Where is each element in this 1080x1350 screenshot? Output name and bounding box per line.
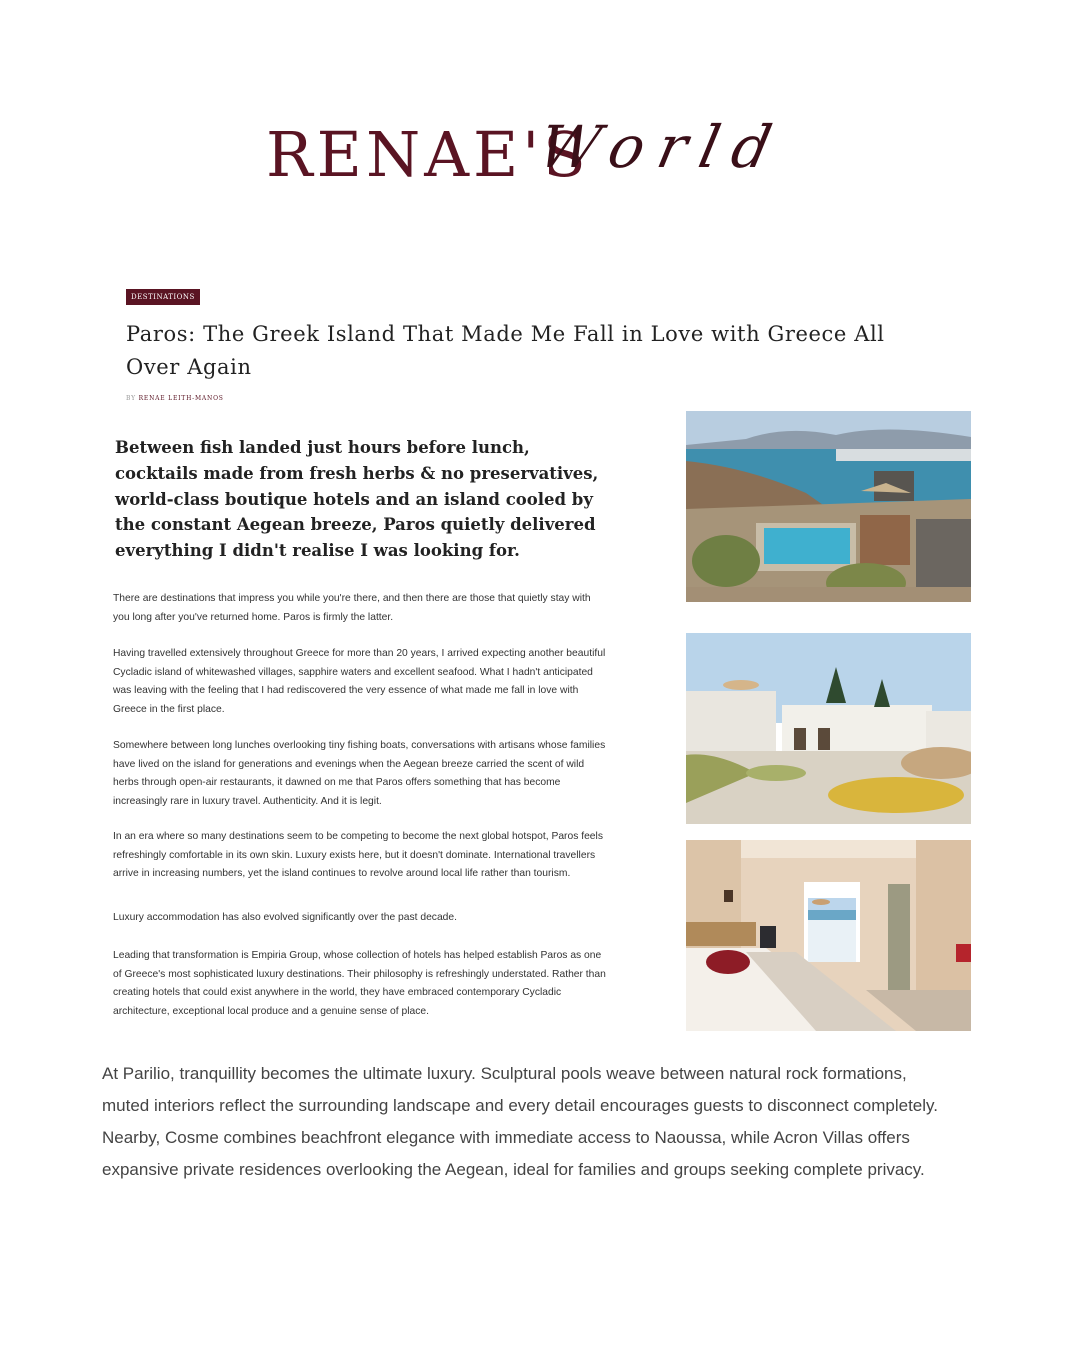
body-paragraph: Having travelled extensively throughout Greece for more than 20 years, I arrived expecting another beautiful Cycladic island of whitewashed villages, sapphire waters and excellent seafood. What I hadn't anticipated was leaving with the feeling that I had rediscovered the very essence of what made me fall in love with Greece in the first place. (113, 648, 606, 716)
site-logo[interactable] (262, 113, 822, 198)
body-paragraph: In an era where so many destinations seem to be competing to become the next global hotspot, Paros feels refreshingly comfortable in its own skin. Luxury exists here, but it doesn't dominate. International travellers arrive in increasing numbers, yet the island continues to revolve around local life rather than tourism. (113, 831, 603, 880)
body-paragraph: Luxury accommodation has also evolved significantly over the past decade. (113, 912, 457, 923)
logo-script: World (532, 113, 792, 181)
pool-sea-image (686, 411, 971, 602)
byline-prefix: BY (126, 395, 136, 402)
closing-paragraph: At Parilio, tranquillity becomes the ultimate luxury. Sculptural pools weave between natural rock formations, muted interiors reflect the surrounding landscape and every detail encourages guests to disconnect completely. Nearby, Cosme combines beachfront elegance with immediate access to Naoussa, while Acron Villas offers expansive private residences overlooking the Aegean, ideal for families and groups seeking complete privacy. (102, 1064, 938, 1179)
article-lede: Between fish landed just hours before lunch, cocktails made from fresh herbs & no preservatives, world-class boutique hotels and an island cooled by the constant Aegean breeze, Paros quietly delivered everything I didn't realise I was looking for. (115, 438, 599, 561)
pool-sea-photo (686, 411, 971, 602)
logo-wordmark: RENAE'S (266, 118, 590, 191)
body-paragraph: Leading that transformation is Empiria Group, whose collection of hotels has helped establish Paros as one of Greece's most sophisticated luxury destinations. Their philosophy is refreshingly understated. Rather than creating hotels that could exist anywhere in the world, they have embraced contemporary Cycladic architecture, exceptional local produce and a genuine sense of place. (113, 950, 606, 1018)
author-link[interactable]: RENAE LEITH-MANOS (138, 395, 224, 402)
category-badge[interactable]: DESTINATIONS (126, 289, 200, 305)
bedroom-photo (686, 840, 971, 1031)
bedroom-image (686, 840, 971, 1031)
cycladic-hotel-photo (686, 633, 971, 824)
article-title: Paros: The Greek Island That Made Me Fall in Love with Greece All Over Again (126, 322, 885, 379)
body-paragraph: Somewhere between long lunches overlooking tiny fishing boats, conversations with artisans whose families have lived on the island for generations and evenings when the Aegean breeze carried the scent of wild herbs through open-air restaurants, it dawned on me that Paros offers something that has become increasingly rare in luxury travel. Authenticity. And it is legit. (113, 740, 606, 808)
cycladic-hotel-image (686, 633, 971, 824)
body-paragraph: There are destinations that impress you while you're there, and then there are those that quietly stay with you long after you've returned home. Paros is firmly the latter. (113, 593, 591, 623)
byline (126, 395, 224, 402)
